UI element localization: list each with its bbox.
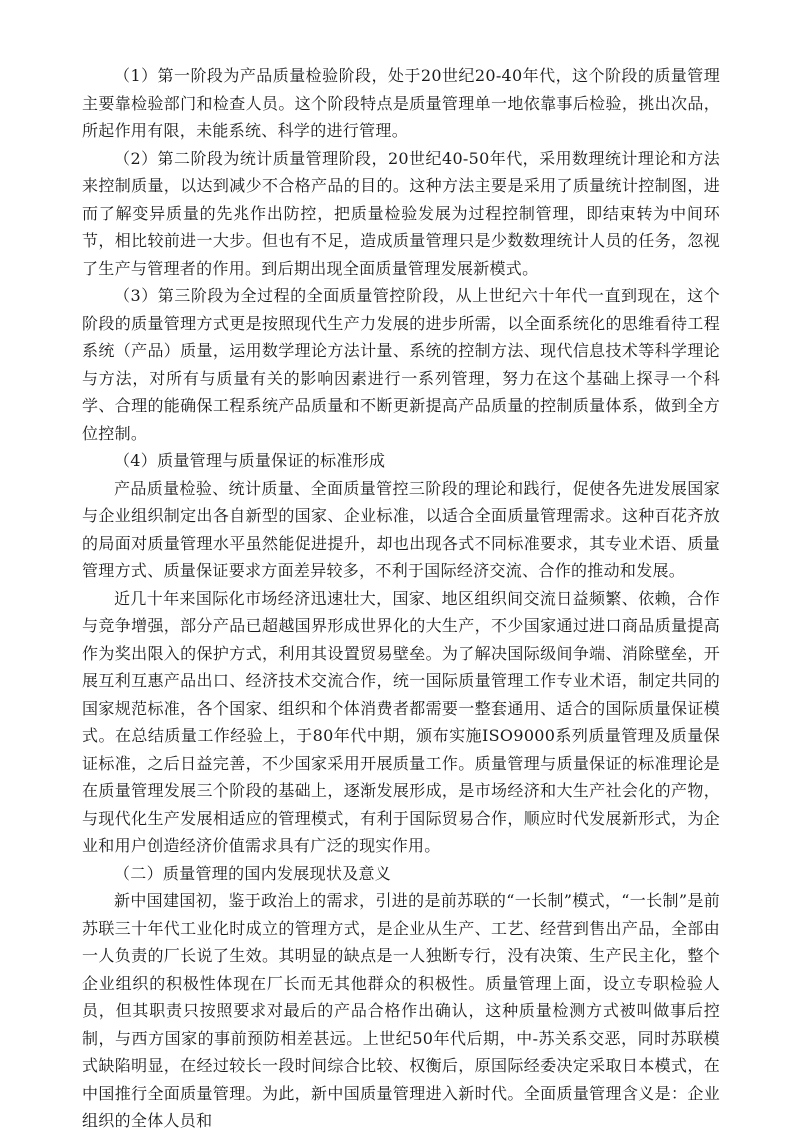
- paragraph-domestic-history: 新中国建国初，鉴于政治上的需求，引进的是前苏联的“一长制”模式，“一长制”是前苏联三十年代工业化时成立的管理方式，是企业从生产、工艺、经营到售出产品，全部由一人负责的厂长说了生效。其明显的缺点是一人独断专行，没有决策、生产民主化，整个企业组织的积极性体现在厂长而无其他群众的积极性。质量管理上面，设立专职检验人员，但其职责只按照要求对最后的产品合格作出确认，这种质量检测方式被叫做事后控制，与西方国家的事前预防相差甚远。上世纪50年代后期，中-苏关系交恶，同时苏联模式缺陷明显，在经过较长一段时间综合比较、权衡后，原国际经委决定采取日本模式，在中国推行全面质量管理。为此，新中国质量管理进入新时代。全面质量管理含义是：企业组织的全体人员和: [82, 891, 720, 1130]
- paragraph-stage-3: （3）第三阶段为全过程的全面质量管控阶段，从上世纪六十年代一直到现在，这个阶段的质量管理方式更是按照现代生产力发展的进步所需，以全面系统化的思维看待工程系统（产品）质量，运用数学理论方法计量、系统的控制方法、现代信息技术等科学理论与方法，对所有与质量有关的影响因素进行一系列管理，努力在这个基础上探寻一个科学、合理的能确保工程系统产品质量和不断更新提高产品质量的控制质量体系，做到全方位控制。: [82, 286, 720, 443]
- paragraph-internationalization: 近几十年来国际化市场经济迅速壮大，国家、地区组织间交流日益频繁、依赖，合作与竞争增强，部分产品已超越国界形成世界化的大生产，不少国家通过进口商品质量提高作为奖出限入的保护方式，利用其设置贸易壁垒。为了解决国际级间争端、消除壁垒，开展互利互惠产品出口、经济技术交流合作，统一国际质量管理工作专业术语，制定共同的国家规范标准，各个国家、组织和个体消费者都需要一整套通用、适合的国际质量保证模式。在总结质量工作经验上，于80年代中期，颁布实施ISO9000系列质量管理及质量保证标准，之后日益完善，不少国家采用开展质量工作。质量管理与质量保证的标准理论是在质量管理发展三个阶段的基础上，逐渐发展形成，是市场经济和大生产社会化的产物，与现代化生产发展相适应的管理模式，有利于国际贸易合作，顺应时代发展新形式，为企业和用户创造经济价值需求具有广泛的现实作用。: [82, 588, 720, 855]
- paragraph-stage-2: （2）第二阶段为统计质量管理阶段，20世纪40-50年代，采用数理统计理论和方法来控制质量，以达到减少不合格产品的目的。这种方法主要是采用了质量统计控制图，进而了解变异质量的先兆作出防控，把质量检验发展为过程控制管理，即结束转为中间环节，相比较前进一大步。但也有不足，造成质量管理只是少数数理统计人员的任务，忽视了生产与管理者的作用。到后期出现全面质量管理发展新模式。: [82, 148, 720, 278]
- heading-standard-formation: （4）质量管理与质量保证的标准形成: [114, 451, 386, 470]
- heading-domestic-development: （二）质量管理的国内发展现状及意义: [114, 863, 392, 883]
- document-body: [82, 62, 720, 1135]
- paragraph-stage-1: （1）第一阶段为产品质量检验阶段，处于20世纪20-40年代，这个阶段的质量管理主要靠检验部门和检查人员。这个阶段特点是质量管理单一地依靠事后检验，挑出次品，所起作用有限，未能系统、科学的进行管理。: [82, 66, 720, 140]
- paragraph-standards: 产品质量检验、统计质量、全面质量管控三阶段的理论和践行，促使各先进发展国家与企业组织制定出各自新型的国家、企业标准，以适合全面质量管理需求。这种百花齐放的局面对质量管理水平虽然能促进提升，却也出现各式不同标准要求，其专业术语、质量管理方式、质量保证要求方面差异较多，不利于国际经济交流、合作的推动和发展。: [82, 478, 720, 580]
